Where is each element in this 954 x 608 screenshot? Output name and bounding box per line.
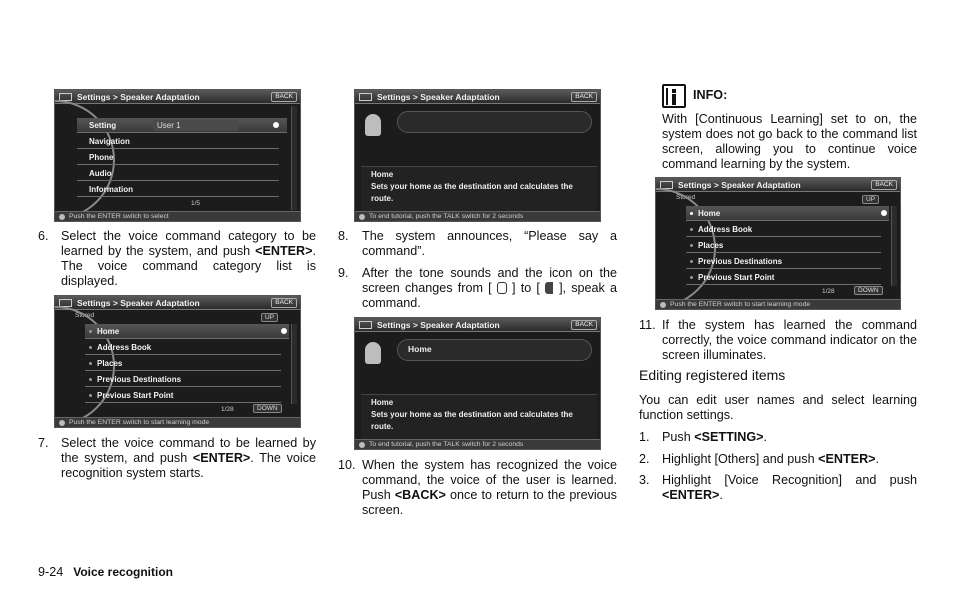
screen-footer: Push the ENTER switch to start learning mode — [656, 299, 900, 309]
info-icon — [662, 84, 686, 108]
settings-icon — [359, 321, 372, 329]
menu-item-previous-destinations: Previous Destinations — [686, 254, 881, 269]
menu-item-setting: Setting User 1 — [77, 118, 287, 133]
step-8: 8. The system announces, “Please say a command”. — [338, 229, 617, 258]
indicator-dot — [273, 122, 279, 128]
menu-item-address-book: Address Book — [686, 222, 881, 237]
screen-voice-learning-recognized — [354, 317, 601, 450]
speaker-head-icon — [365, 342, 381, 364]
stored-label: Stored — [75, 312, 95, 319]
page-number: 9-24 — [38, 565, 64, 579]
info-box: Home Sets your home as the destination and calculates the route. — [361, 166, 597, 211]
menu-item-information: Information — [77, 182, 279, 197]
step-9: 9. After the tone sounds and the icon on the screen changes from [ ] to [ ], speak a command. — [338, 266, 618, 310]
talk-switch-icon — [359, 214, 365, 220]
back-button: BACK — [571, 320, 597, 330]
screen-speaker-adaptation-categories — [54, 89, 301, 222]
menu-item-previous-start-point: Previous Start Point — [686, 270, 881, 285]
page-indicator: 1/28 — [822, 288, 835, 295]
back-button: BACK — [271, 298, 297, 308]
editing-step-1: 1. Push <SETTING>. — [639, 430, 768, 444]
step-11: 11. If the system has learned the command correctly, the voice command indicator on the screen illuminates. — [639, 318, 917, 362]
menu-item-previous-start-point: Previous Start Point — [85, 388, 281, 403]
settings-icon — [359, 93, 372, 101]
info-box: Home Sets your home as the destination and calculates the route. — [361, 394, 597, 439]
menu-item-phone: Phone — [77, 150, 279, 165]
editing-step-3: 3. Highlight [Voice Recognition] and push <ENTER>. — [639, 473, 917, 502]
screen-title: Settings > Speaker Adaptation — [77, 92, 200, 102]
user-value: User 1 — [153, 120, 239, 131]
screen-footer: To end tutorial, push the TALK switch for 2 seconds — [355, 439, 600, 449]
down-button: DOWN — [253, 404, 282, 413]
down-button: DOWN — [854, 286, 883, 295]
editing-intro: You can edit user names and select learning function settings. — [639, 393, 917, 422]
screen-voice-command-list-learned — [655, 177, 901, 310]
scrollbar — [891, 206, 897, 286]
menu-item-places: Places — [85, 356, 281, 371]
enter-switch-icon — [660, 302, 666, 308]
screen-title-bar — [55, 90, 300, 104]
screen-title-bar: Settings > Speaker Adaptation BACK — [55, 296, 300, 310]
screen-voice-learning-start — [354, 89, 601, 222]
screen-title-bar: Settings > Speaker Adaptation BACK — [656, 178, 900, 192]
up-button: UP — [862, 195, 879, 204]
page-indicator: 1/28 — [221, 406, 234, 413]
screen-footer: Push the ENTER switch to select — [55, 211, 300, 221]
screen-title-bar: Settings > Speaker Adaptation BACK — [355, 318, 600, 332]
step-10: 10. When the system has recognized the voice command, the voice of the user is learned. Push <BACK> once to return to the previous screen. — [338, 458, 617, 517]
section-name: Voice recognition — [73, 565, 174, 579]
scrollbar — [291, 106, 297, 210]
back-button: BACK — [871, 180, 897, 190]
page-indicator: 1/5 — [191, 200, 201, 207]
speaking-head-icon-inline — [545, 282, 559, 294]
info-text: With [Continuous Learning] set to on, the system does not go back to the command list screen, allowing you to continue voice command learning by the system. — [662, 112, 917, 171]
menu-item-home: Home — [686, 206, 889, 221]
step-6: 6. Select the voice command category to be learned by the system, and push <ENTER>. The voice command category list is displayed. — [38, 229, 316, 288]
stored-label: Stored — [676, 194, 696, 201]
menu-item-navigation: Navigation — [77, 134, 279, 149]
menu-item-home: Home — [85, 324, 289, 339]
menu-item-places: Places — [686, 238, 881, 253]
voice-input-bar: Home — [397, 339, 592, 361]
menu-item-audio: Audio — [77, 166, 279, 181]
talk-switch-icon — [359, 442, 365, 448]
screen-voice-command-list — [54, 295, 301, 428]
screen-footer: To end tutorial, push the TALK switch for 2 seconds — [355, 211, 600, 221]
info-label: INFO: — [693, 88, 728, 102]
section-heading-editing: Editing registered items — [639, 367, 786, 383]
speaker-head-icon — [365, 114, 381, 136]
step-7: 7. Select the voice command to be learned by the system, and push <ENTER>. The voice recognition system starts. — [38, 436, 316, 480]
page-footer — [38, 565, 173, 580]
back-button: BACK — [271, 92, 297, 102]
up-button: UP — [261, 313, 278, 322]
head-icon-inline — [497, 282, 507, 294]
back-button: BACK — [571, 92, 597, 102]
menu-item-previous-destinations: Previous Destinations — [85, 372, 281, 387]
screen-title-bar: Settings > Speaker Adaptation BACK — [355, 90, 600, 104]
voice-input-bar — [397, 111, 592, 133]
screen-footer: Push the ENTER switch to start learning mode — [55, 417, 300, 427]
enter-switch-icon — [59, 214, 65, 220]
menu-item-address-book: Address Book — [85, 340, 281, 355]
scrollbar — [291, 324, 297, 404]
editing-step-2: 2. Highlight [Others] and push <ENTER>. — [639, 452, 880, 466]
enter-switch-icon — [59, 420, 65, 426]
